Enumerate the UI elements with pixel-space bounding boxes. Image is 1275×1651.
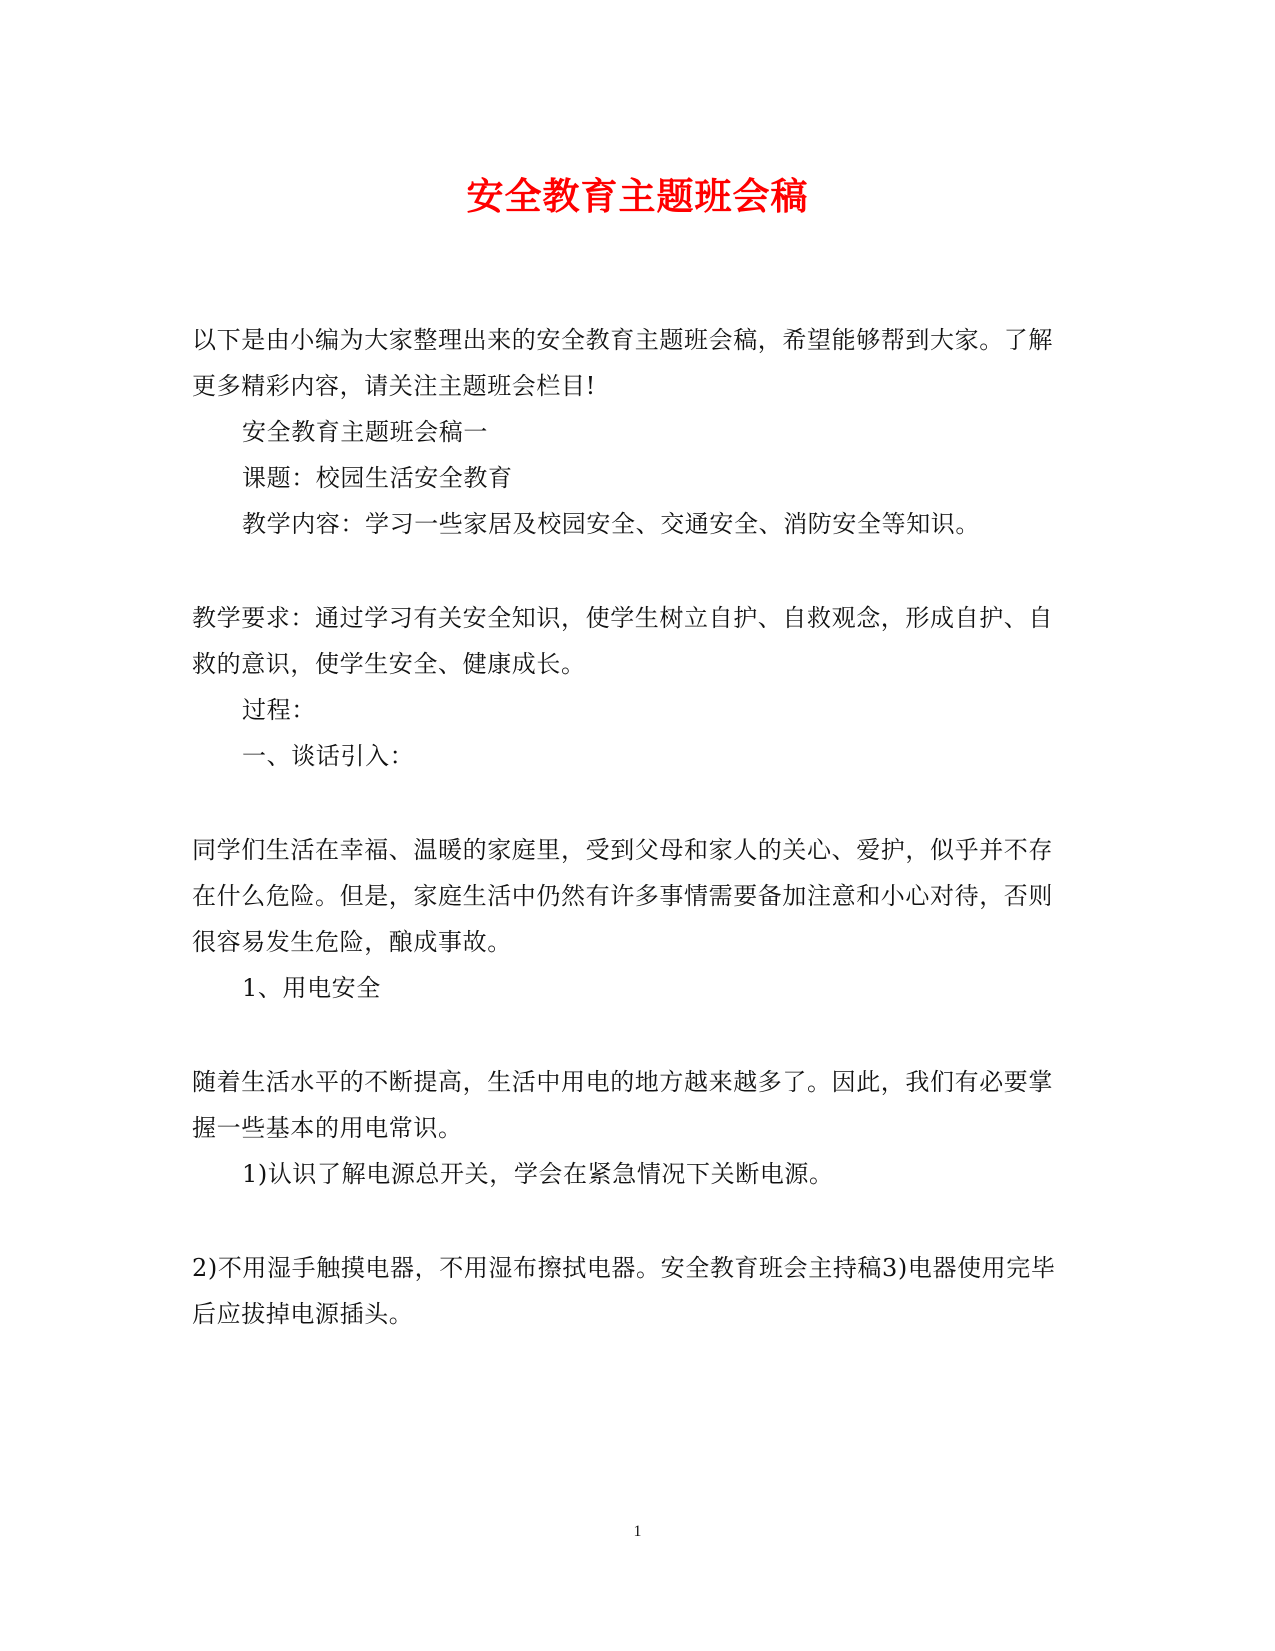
paragraph-line: 1)认识了解电源总开关，学会在紧急情况下关断电源。 (242, 1160, 834, 1188)
section-heading: 安全教育主题班会稿一 (242, 418, 488, 446)
paragraph-line: 救的意识，使学生安全、健康成长。 (192, 650, 586, 678)
paragraph-line: 很容易发生危险，酿成事故。 (192, 928, 512, 956)
paragraph-line: 过程： (242, 696, 316, 724)
paragraph-line: 1、用电安全 (242, 974, 381, 1002)
document-title: 安全教育主题班会稿 (466, 174, 809, 218)
paragraph-line: 在什么危险。但是，家庭生活中仍然有许多事情需要备加注意和小心对待，否则 (192, 882, 1053, 910)
paragraph-line: 以下是由小编为大家整理出来的安全教育主题班会稿，希望能够帮到大家。了解 (192, 326, 1053, 354)
paragraph-line: 一、谈话引入： (242, 742, 415, 770)
paragraph-line: 握一些基本的用电常识。 (192, 1114, 463, 1142)
paragraph-line: 教学要求：通过学习有关安全知识，使学生树立自护、自救观念，形成自护、自 (192, 604, 1053, 632)
paragraph-line: 课题：校园生活安全教育 (242, 464, 513, 492)
paragraph-line: 同学们生活在幸福、温暖的家庭里，受到父母和家人的关心、爱护，似乎并不存 (192, 836, 1053, 864)
paragraph-line: 2)不用湿手触摸电器，不用湿布擦拭电器。安全教育班会主持稿3)电器使用完毕 (192, 1254, 1056, 1282)
paragraph-line: 后应拔掉电源插头。 (192, 1300, 414, 1328)
paragraph-line: 更多精彩内容，请关注主题班会栏目! (192, 372, 596, 400)
page-number: 1 (633, 1523, 642, 1540)
paragraph-line: 随着生活水平的不断提高，生活中用电的地方越来越多了。因此，我们有必要掌 (192, 1068, 1053, 1096)
paragraph-line: 教学内容：学习一些家居及校园安全、交通安全、消防安全等知识。 (242, 510, 980, 538)
